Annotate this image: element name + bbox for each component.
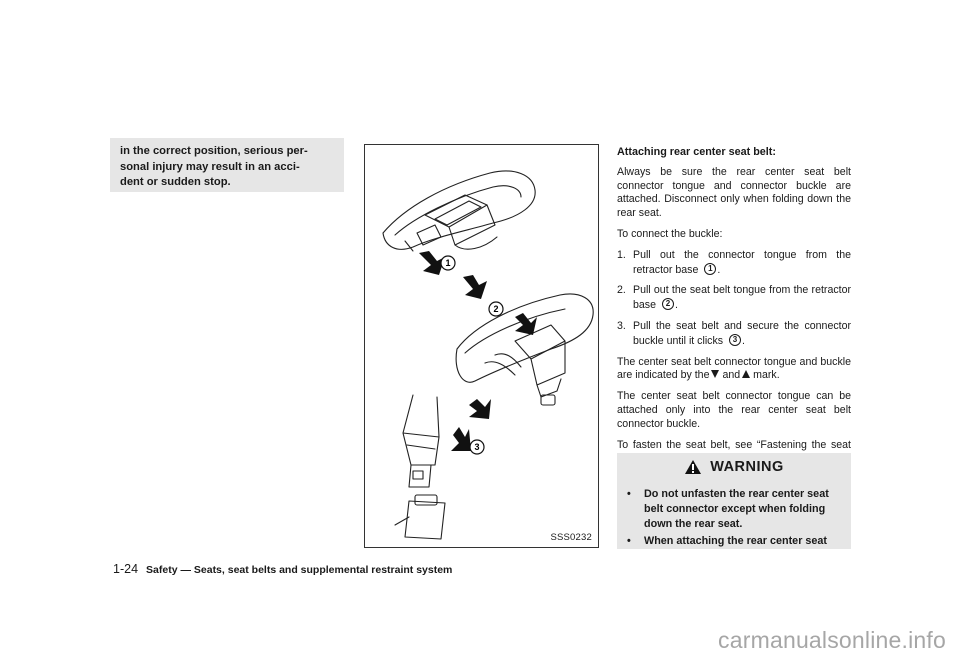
down-triangle-icon xyxy=(711,370,719,378)
step-end: . xyxy=(742,334,745,347)
callout-3-label: 3 xyxy=(474,442,480,452)
warning-continued-line: dent or sudden stop. xyxy=(120,176,231,188)
warning-item xyxy=(617,487,851,532)
figure-code: SSS0232 xyxy=(550,532,592,543)
warning-item-text: When attaching the rear center seat xyxy=(644,535,827,547)
warning-item xyxy=(617,534,851,549)
warning-box xyxy=(617,453,851,549)
to-connect-paragraph: To connect the buckle: xyxy=(617,227,723,240)
callout-2-label: 2 xyxy=(493,304,499,314)
warning-triangle-icon xyxy=(684,459,702,475)
section-heading: Attaching rear center seat belt: xyxy=(617,146,777,158)
warning-title: WARNING xyxy=(710,459,784,475)
warning-list xyxy=(617,487,851,551)
warning-continued-line: in the correct position, serious per- xyxy=(120,145,308,157)
warning-item-text: Do not unfasten the rear center seat belt connector except when folding down the rear seat. xyxy=(644,488,829,530)
step-number: 1. xyxy=(617,248,626,261)
callout-ref-2: 2 xyxy=(662,298,674,310)
step-end: . xyxy=(674,299,678,312)
up-triangle-icon xyxy=(742,370,750,378)
intro-paragraph: Always be sure the rear center seat belt connector tongue and connector buckle are attached. Disconnect only when folding down the rear seat. xyxy=(617,165,851,220)
step-text: Pull out the seat belt tongue from the retractor base xyxy=(633,284,851,312)
warning-continued-box xyxy=(110,138,344,192)
step-1 xyxy=(617,249,851,278)
step-text: Pull the seat belt and secure the connector buckle until it clicks xyxy=(633,319,851,347)
step-number: 3. xyxy=(617,319,626,332)
watermark: carmanualsonline.info xyxy=(718,627,946,653)
step-2 xyxy=(617,284,851,313)
instructions-column xyxy=(617,146,851,473)
only-into-paragraph: The center seat belt connector tongue can be attached only into the rear center seat belt connector buckle. xyxy=(617,390,851,430)
warning-header xyxy=(617,453,851,481)
seat-belt-illustration xyxy=(364,144,599,548)
indicated-text-a: The center seat belt connector tongue and buckle are indicated by the xyxy=(617,355,851,382)
seat-belt-drawing xyxy=(365,145,598,547)
bullet-icon: • xyxy=(627,535,631,547)
page-footer xyxy=(113,562,452,576)
indicated-text-b: mark. xyxy=(753,369,780,382)
step-number: 2. xyxy=(617,284,626,297)
bullet-icon: • xyxy=(627,488,631,500)
page-number: 1-24 xyxy=(113,562,139,576)
callout-1-label: 1 xyxy=(445,258,451,268)
step-text: Pull out the connector tongue from the retractor base xyxy=(633,248,851,276)
indicated-and: and xyxy=(722,369,741,382)
callout-ref-3: 3 xyxy=(729,334,741,346)
step-3 xyxy=(617,320,851,349)
warning-continued-line: sonal injury may result in an acci- xyxy=(120,160,300,173)
fasten-paragraph: To fasten the seat belt, see “Fastening the seat xyxy=(617,438,851,451)
running-title: Safety — Seats, seat belts and supplemental restraint system xyxy=(146,564,453,576)
step-end: . xyxy=(717,263,721,276)
callout-ref-1: 1 xyxy=(704,263,716,275)
indicated-paragraph xyxy=(617,356,851,384)
